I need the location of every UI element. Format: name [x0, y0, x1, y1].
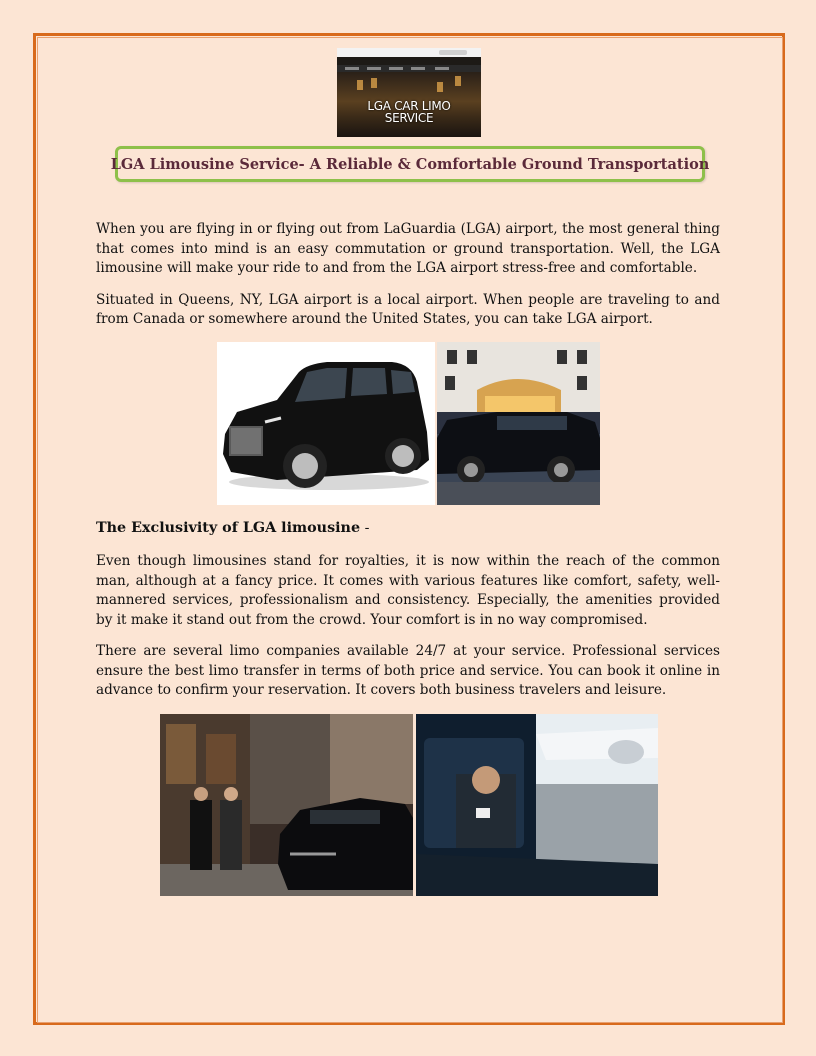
- logo-text-line1: LGA CAR LIMO: [367, 99, 451, 113]
- intro-text: [96, 220, 720, 330]
- logo: [337, 48, 481, 137]
- black-suv-image: [217, 342, 435, 505]
- paragraph-2: Situated in Queens, NY, LGA airport is a local airport. When people are traveling to and from Canada or somewhere around the United States, you can take LGA airport.: [96, 291, 720, 327]
- hotel-suv-image: [437, 342, 600, 505]
- logo-text-line2: SERVICE: [384, 111, 434, 125]
- page-title: LGA Limousine Service- A Reliable & Comfortable Ground Transportation: [110, 155, 710, 173]
- section-heading-text: The Exclusivity of LGA limousine: [96, 520, 361, 536]
- passenger-airport-image: [416, 714, 658, 896]
- title-box: [110, 146, 710, 182]
- chauffeur-handshake-image: [160, 714, 413, 896]
- paragraph-1: When you are flying in or flying out from LaGuardia (LGA) airport, the most general thing that comes into mind is an easy commutation or ground transportation. Well, the LGA limousine will make your ride to and from the LGA airport stress-free and comfortable.: [96, 221, 720, 276]
- logo-navbar: [337, 65, 481, 72]
- section-heading: [96, 520, 369, 536]
- exclusivity-text: [96, 552, 720, 701]
- paragraph-4: There are several limo companies available 24/7 at your service. Professional services ensure the best limo transfer in terms of both price and service. You can book it online in advance to confirm your reservation. It covers both business travelers and leisure.: [96, 643, 720, 698]
- logo-browser-bar: [337, 48, 481, 57]
- section-heading-suffix: -: [360, 520, 370, 536]
- logo-text: [337, 100, 481, 124]
- paragraph-3: Even though limousines stand for royalties, it is now within the reach of the common man, although at a fancy price. It comes with various features like comfort, safety, well-mannered services, professionalism and consistency. Especially, the amenities provided by it make it stand out from the crowd. Your comfort is in no way compromised.: [96, 553, 720, 628]
